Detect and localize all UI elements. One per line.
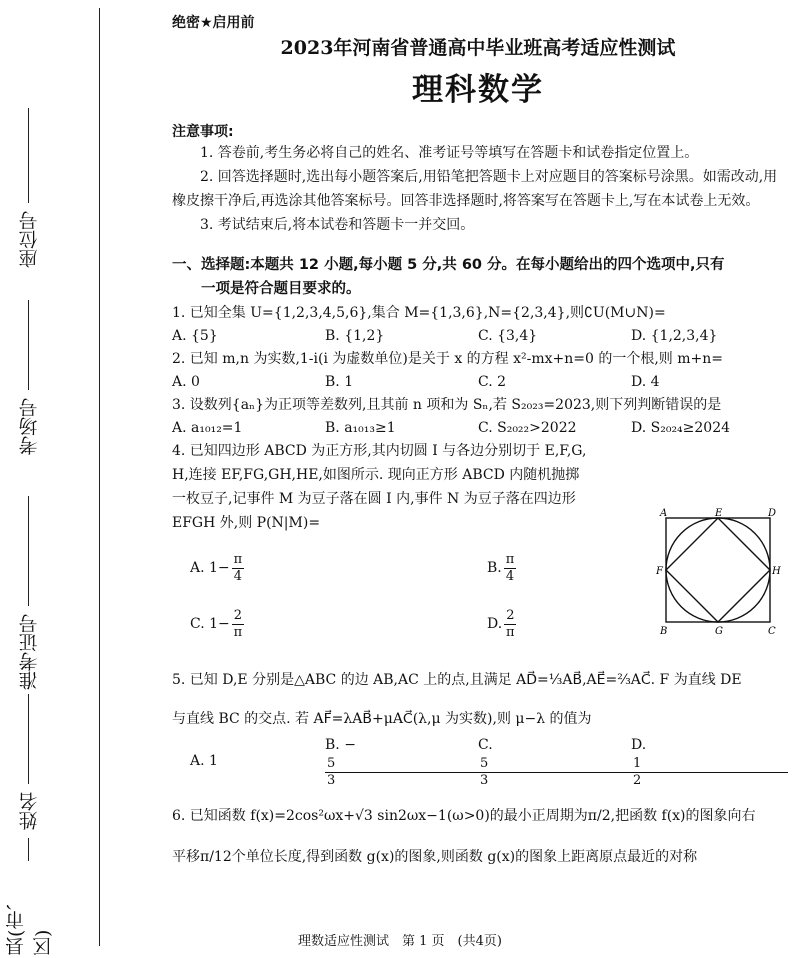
- option-b-prefix: B.: [487, 560, 502, 576]
- option-d: D. 4: [631, 374, 660, 390]
- numerator: 1: [631, 756, 788, 773]
- notice-heading: 注意事项:: [172, 124, 234, 140]
- name-blank: [29, 694, 30, 784]
- ticket-field: [12, 490, 46, 690]
- numerator: π: [505, 551, 515, 567]
- seat-label: 座位号: [18, 211, 41, 268]
- incircle-i: [666, 518, 770, 622]
- numerator: 5: [478, 756, 635, 773]
- ticket-label: 准考证号: [18, 614, 41, 690]
- question-4-line-1: 4. 已知四边形 ABCD 为正方形,其内切圆 I 与各边分别切于 E,F,G,: [172, 443, 587, 459]
- ticket-blank: [29, 496, 30, 606]
- option-a-prefix: A. 1−: [190, 560, 230, 576]
- option-b-prefix: B. −: [325, 736, 356, 753]
- option-d: D. S₂₀₂₄≥2024: [631, 420, 731, 436]
- notice-item-2: 2. 回答选择题时,选出每小题答案后,用铅笔把答题卡上对应题目的答案标号涂黑。如需改动,用橡皮擦干净后,再选涂其他答案标号。回答非选择题时,将答案写在答题卡上,写在本试卷上无效。: [172, 169, 778, 209]
- seat-field: [12, 108, 46, 268]
- section-heading: [172, 253, 784, 301]
- binding-line: [99, 8, 100, 946]
- numerator: π: [233, 551, 243, 567]
- option-c-prefix: C.: [478, 736, 493, 753]
- label-h: H: [772, 566, 781, 577]
- exam-room-blank: [29, 300, 30, 390]
- exam-room-label: 考场号: [18, 398, 41, 455]
- notice-item-3: 3. 考试结束后,将本试卷和答题卡一并交回。: [200, 217, 475, 233]
- numerator: 2: [506, 607, 515, 623]
- name-label: 姓名: [18, 792, 41, 830]
- denominator: 3: [480, 772, 489, 788]
- option-b: B. a₁₀₁₃≥1: [325, 420, 396, 436]
- denominator: 3: [327, 772, 336, 788]
- option-c: C. {3,4}: [478, 328, 538, 344]
- option-a: A. a₁₀₁₂=1: [172, 420, 243, 436]
- numerator: 5: [325, 756, 482, 773]
- question-5-line-2: 与直线 BC 的交点. 若 AF⃗=λAB⃗+μAC⃗(λ,μ 为实数),则 μ−λ 的值为: [172, 711, 592, 727]
- option-b-fraction: [327, 756, 480, 789]
- exam-page: [172, 12, 784, 869]
- notice-item-1: 1. 答卷前,考生务必将自己的姓名、准考证号等填写在答题卡和试卷指定位置上。: [200, 145, 699, 161]
- question-6-line-1: 6. 已知函数 f(x)=2cos²ωx+√3 sin2ωx−1(ω>0)的最小正周期为π/2,把函数 f(x)的图象向右: [172, 808, 756, 824]
- option-c: C. S₂₀₂₂>2022: [478, 420, 577, 436]
- subject-title: 理科数学: [412, 72, 544, 108]
- denominator: 2: [633, 772, 642, 788]
- page-footer: 理数适应性测试 第 1 页 (共4页): [298, 934, 502, 949]
- option-d-prefix: D.: [631, 736, 647, 753]
- label-c: C: [768, 626, 776, 637]
- option-c: [190, 608, 487, 641]
- label-e: E: [715, 508, 723, 519]
- option-a: A. 0: [172, 374, 200, 390]
- question-1-options: [172, 325, 784, 347]
- option-a: A. {5}: [172, 328, 218, 344]
- option-d: D. {1,2,3,4}: [631, 328, 718, 344]
- county-blank: [29, 838, 30, 861]
- label-d: D: [768, 508, 777, 519]
- option-b: [325, 734, 478, 789]
- question-5-line-1: 5. 已知 D,E 分别是△ABC 的边 AB,AC 上的点,且满足 AD⃗=⅓AB⃗,AE⃗=⅔AC⃗. F 为直线 DE: [172, 672, 742, 688]
- option-d: [631, 734, 784, 789]
- question-2-options: [172, 371, 784, 393]
- question-5-options: [172, 736, 784, 788]
- label-f: F: [656, 566, 663, 577]
- exam-room-field: [12, 290, 46, 455]
- question-3-options: [172, 417, 784, 439]
- option-d-fraction: [633, 756, 786, 789]
- option-b-fraction: [504, 552, 517, 585]
- option-c: C. 2: [478, 374, 507, 390]
- option-d-prefix: D.: [487, 616, 503, 632]
- question-4-line-2: H,连接 EF,FG,GH,HE,如图所示. 现向正方形 ABCD 内随机抛掷: [172, 467, 580, 483]
- question-4-line-4: EFGH 外,则 P(N|M)=: [172, 515, 321, 531]
- option-c: [478, 734, 631, 789]
- label-b: B: [660, 626, 668, 637]
- question-6-line-2: 平移π/12个单位长度,得到函数 g(x)的图象,则函数 g(x)的图象上距离原点最近的对称: [172, 849, 698, 865]
- question-4: [172, 439, 652, 535]
- option-a-fraction: [232, 552, 245, 585]
- section-line-2: 一项是符合题目要求的。: [201, 281, 361, 297]
- question-4-line-3: 一枚豆子,记事件 M 为豆子落在圆 I 内,事件 N 为豆子落在四边形: [172, 491, 576, 507]
- county-label: 县(市、区): [5, 891, 54, 956]
- denominator: 4: [233, 568, 243, 584]
- denominator: π: [506, 624, 515, 640]
- option-d-fraction: [504, 608, 516, 641]
- exam-title: 2023年河南省普通高中毕业班高考适应性测试: [280, 37, 676, 59]
- question-2: 2. 已知 m,n 为实数,1-i(i 为虚数单位)是关于 x 的方程 x²-mx+n=0 的一个根,则 m+n=: [172, 351, 724, 367]
- numerator: 2: [233, 607, 243, 623]
- section-line-1: 一、选择题:本题共 12 小题,每小题 5 分,共 60 分。在每小题给出的四个选项中,只有: [172, 257, 725, 273]
- option-a: [190, 552, 487, 585]
- name-field: [12, 690, 46, 830]
- question-1: 1. 已知全集 U={1,2,3,4,5,6},集合 M={1,3,6},N={2,3,4},则∁U(M∪N)=: [172, 305, 666, 321]
- denominator: 4: [505, 568, 515, 584]
- denominator: π: [233, 624, 243, 640]
- option-b: B. 1: [325, 374, 354, 390]
- option-b: B. {1,2}: [325, 328, 385, 344]
- option-c-fraction: [480, 756, 633, 789]
- option-a: A. 1: [190, 753, 218, 769]
- square-circle-figure: [656, 508, 781, 640]
- label-a: A: [660, 508, 668, 519]
- option-c-prefix: C. 1−: [190, 616, 230, 632]
- label-g: G: [715, 626, 723, 637]
- secret-mark: 绝密★启用前: [172, 15, 255, 31]
- option-c-fraction: [232, 608, 244, 641]
- question-3: 3. 设数列{aₙ}为正项等差数列,且其前 n 项和为 Sₙ,若 S₂₀₂₃=2023,则下列判断错误的是: [172, 397, 722, 413]
- seat-blank: [29, 108, 30, 203]
